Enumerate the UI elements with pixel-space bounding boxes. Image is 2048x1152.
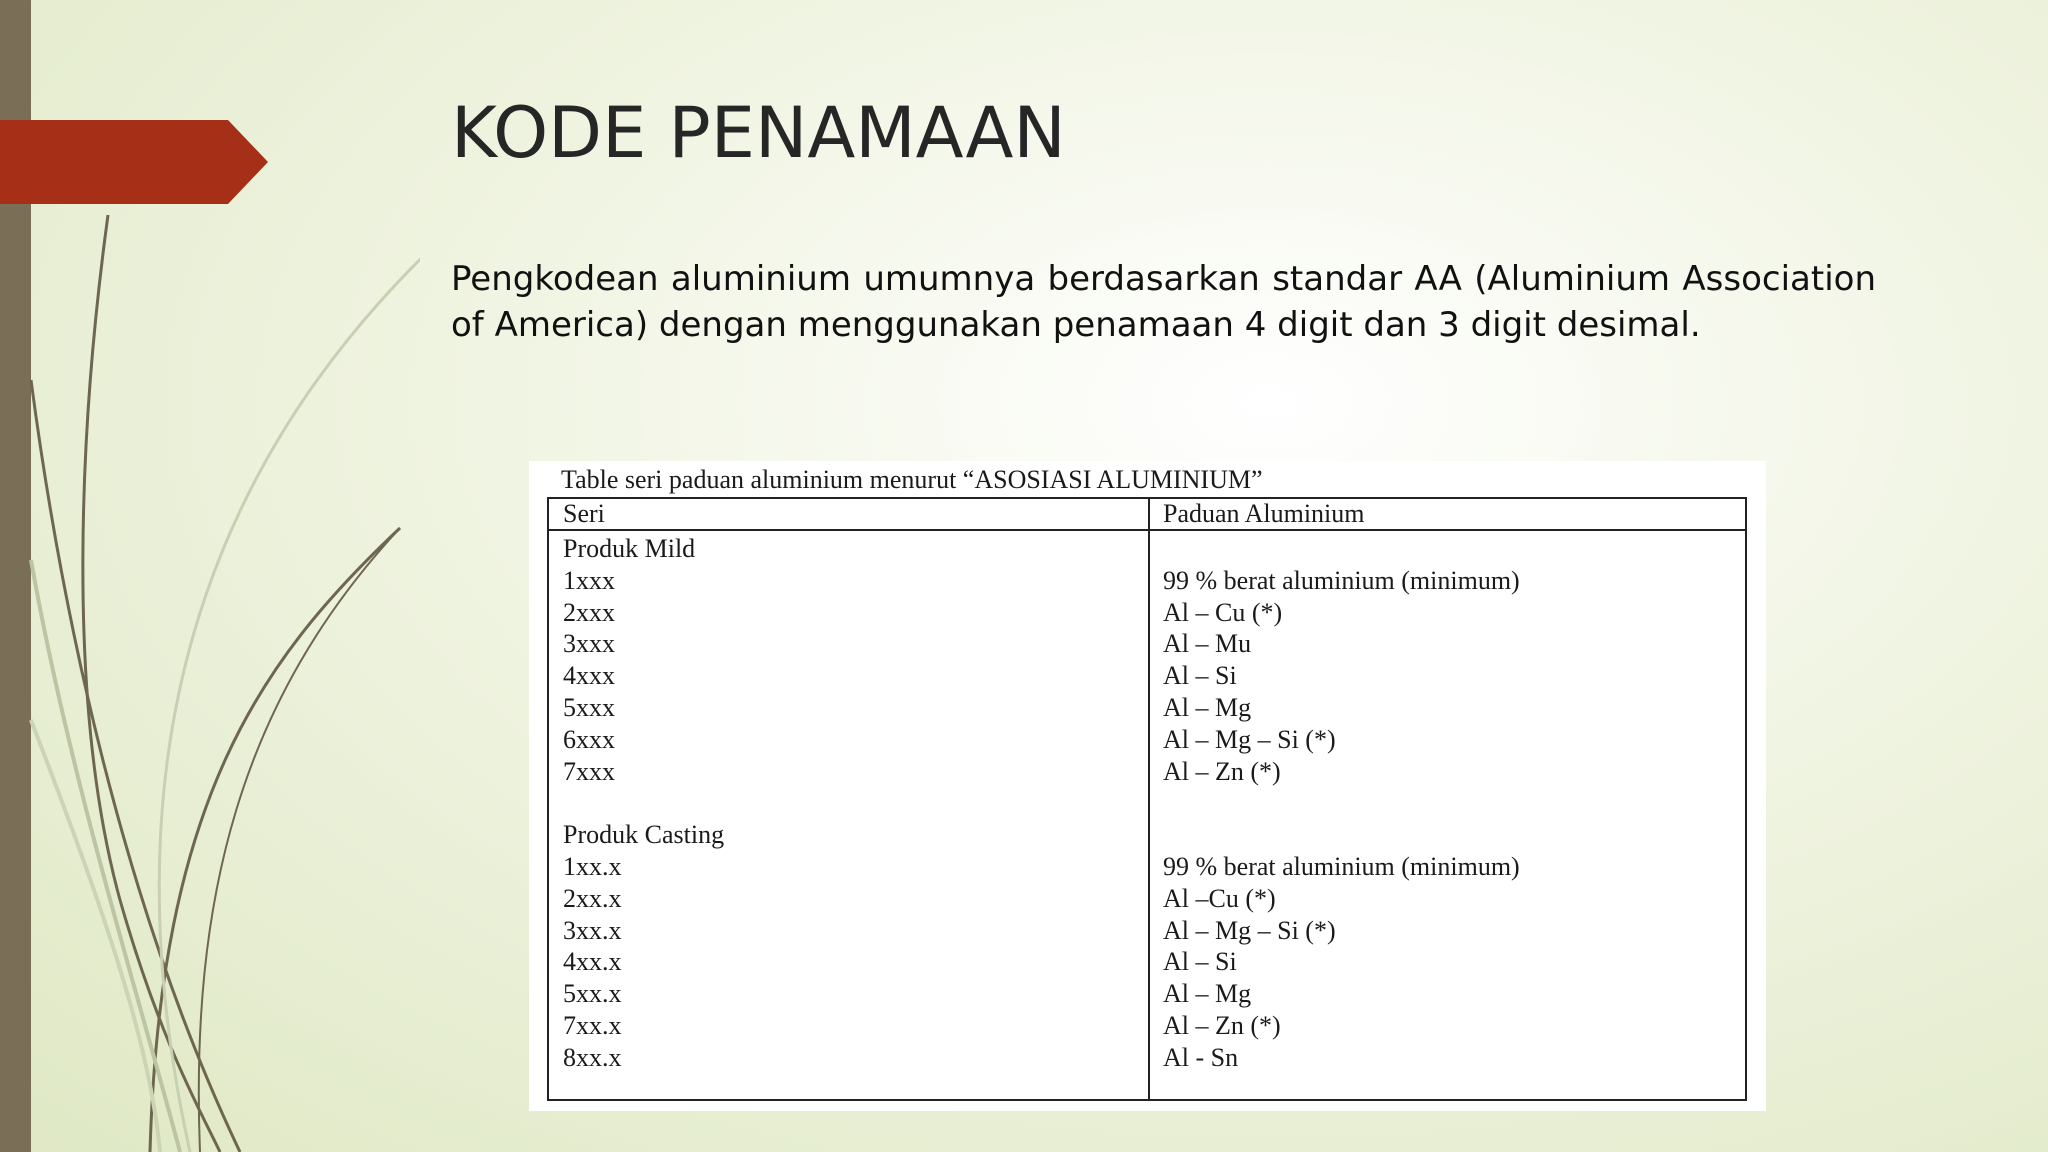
seri-cell: 7xxx <box>563 756 615 786</box>
seri-cell: 3xxx <box>563 629 615 659</box>
paduan-cell: Al – Mg – Si (*) <box>1163 724 1336 754</box>
paduan-cell: Al – Si <box>1163 947 1237 977</box>
paduan-cell <box>1163 819 1520 851</box>
paduan-cell: Al – Mu <box>1163 629 1252 659</box>
paduan-cell: Al – Zn (*) <box>1163 756 1281 786</box>
seri-cell: 2xx.x <box>563 883 622 913</box>
table-header-row <box>549 499 1745 531</box>
seri-cell: 4xxx <box>563 661 615 691</box>
slide-body-text: Pengkodean aluminium umumnya berdasarkan standar AA (Aluminium Association of America) dengan menggunakan penamaan 4 digit dan 3 digit desimal. <box>451 259 1876 345</box>
paduan-cell: 99 % berat aluminium (minimum) <box>1163 851 1520 881</box>
seri-cell: 8xx.x <box>563 1042 622 1072</box>
paduan-cell: Al – Si <box>1163 661 1237 691</box>
paduan-cell: Al - Sn <box>1163 1042 1239 1072</box>
slide-title: KODE PENAMAAN <box>451 92 1066 174</box>
seri-cell: Produk Casting <box>563 820 725 850</box>
seri-cell: 7xx.x <box>563 1010 622 1040</box>
column-divider <box>1148 499 1150 1099</box>
header-paduan-aluminium: Paduan Aluminium <box>1163 499 1365 528</box>
paduan-cell: Al – Zn (*) <box>1163 1010 1281 1040</box>
seri-cell: Produk Mild <box>563 534 696 563</box>
paduan-cell <box>1163 533 1520 565</box>
seri-cell: 2xxx <box>563 597 615 627</box>
seri-cell: 1xx.x <box>563 851 622 881</box>
seri-column <box>563 533 724 1074</box>
seri-cell: 5xxx <box>563 692 615 722</box>
paduan-cell: Al – Cu (*) <box>1163 597 1283 627</box>
paduan-cell: Al – Mg <box>1163 979 1252 1009</box>
aluminium-series-table-image <box>529 461 1766 1111</box>
header-seri: Seri <box>563 499 605 528</box>
paduan-cell: Al –Cu (*) <box>1163 883 1276 913</box>
aluminium-series-table <box>547 497 1747 1101</box>
seri-cell: 5xx.x <box>563 979 622 1009</box>
paduan-column <box>1163 533 1520 1074</box>
paduan-cell: 99 % berat aluminium (minimum) <box>1163 565 1520 595</box>
paduan-cell: Al – Mg – Si (*) <box>1163 915 1336 945</box>
seri-cell: 4xx.x <box>563 947 622 977</box>
paduan-cell: Al – Mg <box>1163 692 1252 722</box>
paduan-cell <box>1163 787 1520 819</box>
seri-cell <box>563 787 724 819</box>
seri-cell: 1xxx <box>563 565 615 595</box>
seri-cell: 6xxx <box>563 724 615 754</box>
seri-cell: 3xx.x <box>563 915 622 945</box>
table-caption: Table seri paduan aluminium menurut “ASOSIASI ALUMINIUM” <box>561 465 1263 494</box>
title-arrow-shape <box>0 120 268 204</box>
